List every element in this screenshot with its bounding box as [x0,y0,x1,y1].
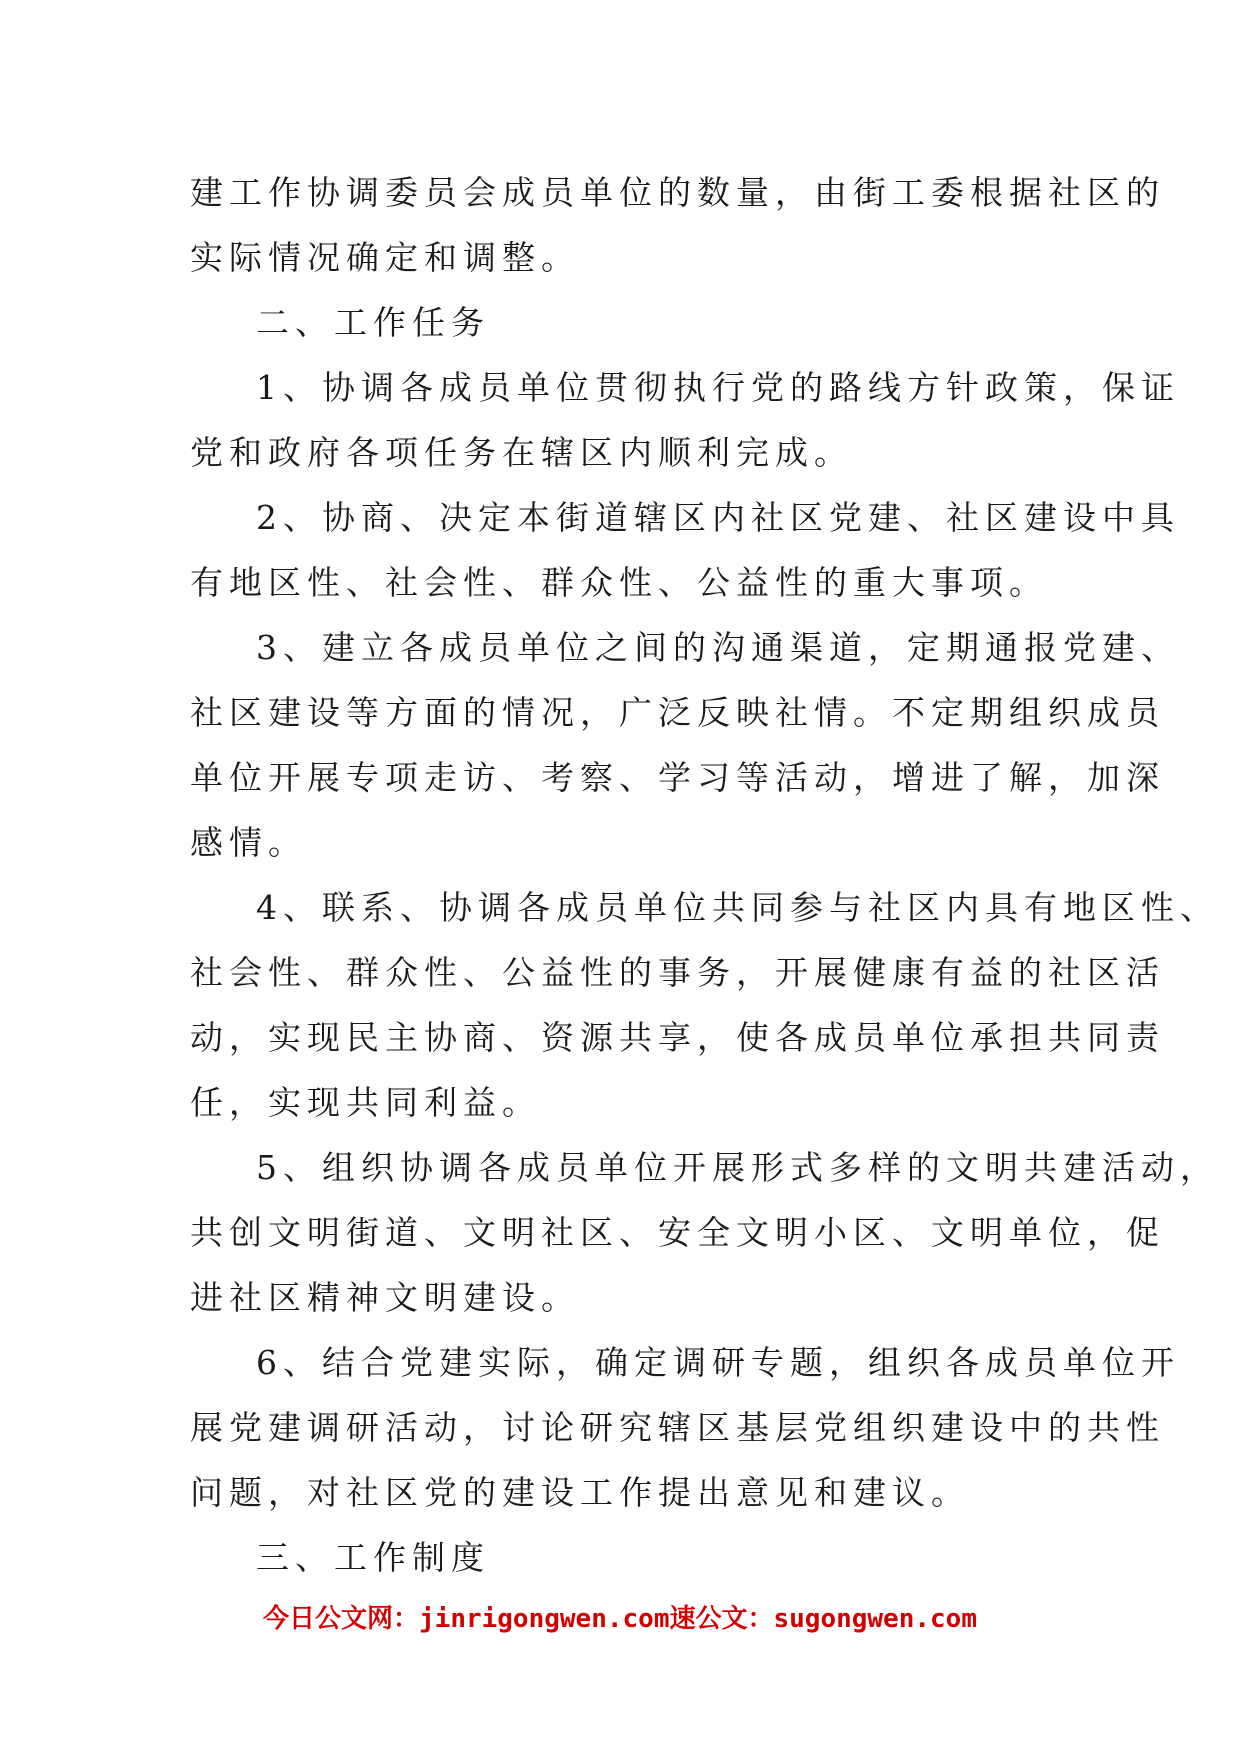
text-line: 动，实现民主协商、资源共享，使各成员单位承担共同责 [190,1018,1165,1057]
text-line: 实际情况确定和调整。 [190,238,580,277]
watermark-footer [0,1598,1240,1635]
text-line: 问题，对社区党的建设工作提出意见和建议。 [190,1473,970,1512]
text-line: 二、工作任务 [256,303,490,342]
text-line: 2、协商、决定本街道辖区内社区党建、社区建设中具 [256,498,1180,537]
text-line: 社区建设等方面的情况，广泛反映社情。不定期组织成员 [190,693,1165,732]
text-line: 单位开展专项走访、考察、学习等活动，增进了解，加深 [190,758,1165,797]
text-line: 党和政府各项任务在辖区内顺利完成。 [190,433,853,472]
footer-site1-label: 今日公文网： [263,1604,420,1634]
text-line: 三、工作制度 [256,1538,490,1577]
text-line: 有地区性、社会性、群众性、公益性的重大事项。 [190,563,1048,602]
text-line: 6、结合党建实际，确定调研专题，组织各成员单位开 [256,1343,1180,1382]
text-line: 展党建调研活动，讨论研究辖区基层党组织建设中的共性 [190,1408,1165,1447]
text-line: 3、建立各成员单位之间的沟通渠道，定期通报党建、 [256,628,1180,667]
text-line: 共创文明街道、文明社区、安全文明小区、文明单位，促 [190,1213,1165,1252]
text-line: 5、组织协调各成员单位开展形式多样的文明共建活动， [256,1148,1219,1187]
text-line: 4、联系、协调各成员单位共同参与社区内具有地区性、 [256,888,1219,927]
text-line: 1、协调各成员单位贯彻执行党的路线方针政策，保证 [256,368,1180,407]
text-line: 进社区精神文明建设。 [190,1278,580,1317]
text-line: 任，实现共同利益。 [190,1083,541,1122]
document-body [190,160,1219,1590]
text-line: 感情。 [190,823,307,862]
text-line: 建工作协调委员会成员单位的数量，由街工委根据社区的 [190,173,1165,212]
footer-site2-url[interactable]: sugongwen.com [773,1604,977,1634]
text-line: 社会性、群众性、公益性的事务，开展健康有益的社区活 [190,953,1165,992]
footer-site2-label: 速公文： [669,1604,774,1634]
footer-site1-url[interactable]: jinrigongwen.com [419,1604,670,1634]
